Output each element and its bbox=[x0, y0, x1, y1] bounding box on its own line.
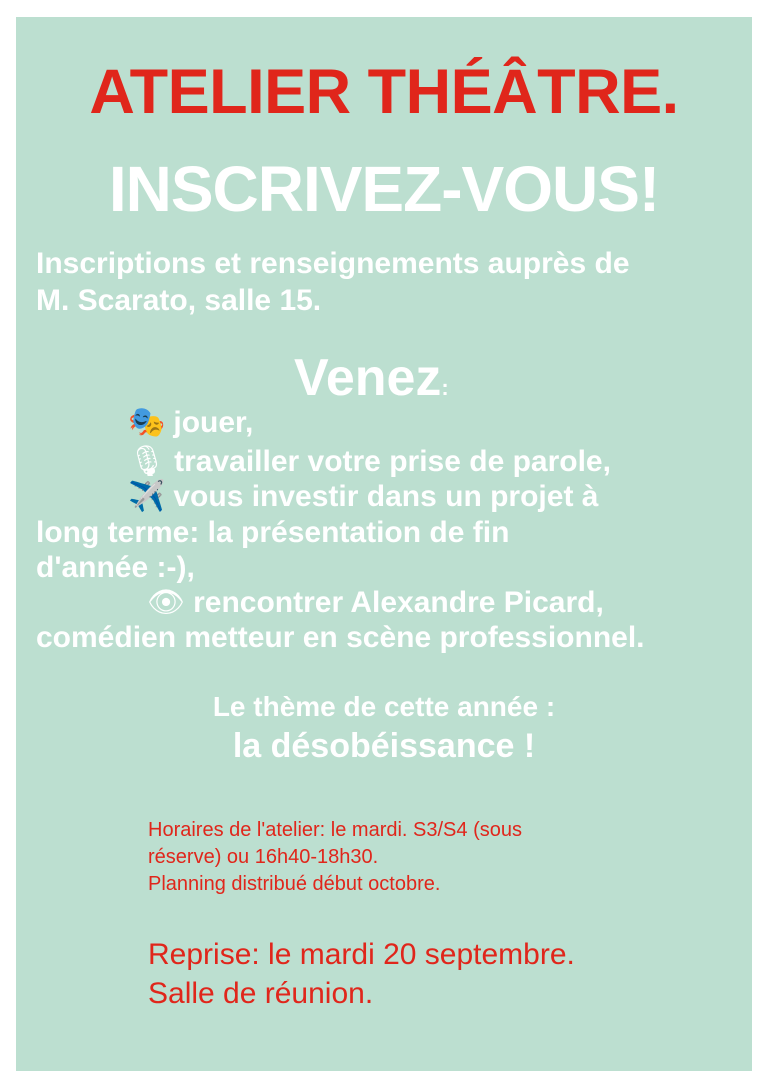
poster bbox=[16, 17, 752, 1071]
item-jouer-text: jouer, bbox=[173, 406, 254, 439]
reprise-line-2: Salle de réunion. bbox=[148, 977, 374, 1010]
eye-icon: 👁 bbox=[147, 586, 186, 619]
venez-heading bbox=[294, 347, 449, 419]
item-rencontre-line-2: comédien metteur en scène professionnel. bbox=[36, 621, 645, 654]
intro-line-2: M. Scarato, salle 15. bbox=[36, 284, 322, 317]
item-projet-line-3: d'année :-), bbox=[36, 551, 195, 584]
schedule-line-1: Horaires de l'atelier: le mardi. S3/S4 (sous bbox=[148, 819, 522, 841]
reprise-line-1: Reprise: le mardi 20 septembre. bbox=[148, 938, 575, 971]
schedule-line-2: réserve) ou 16h40-18h30. bbox=[148, 846, 379, 868]
poster-subtitle: INSCRIVEZ-VOUS! bbox=[108, 153, 660, 225]
theater-masks-icon: 🎭 bbox=[128, 406, 166, 439]
reprise-info bbox=[148, 935, 575, 1013]
item-projet-text: vous investir dans un projet à bbox=[173, 480, 599, 513]
item-projet-line-2: long terme: la présentation de fin bbox=[36, 516, 510, 549]
item-parole-text: travailler votre prise de parole, bbox=[174, 445, 611, 478]
item-parole bbox=[128, 444, 611, 480]
item-rencontre-text: rencontrer Alexandre Picard, bbox=[193, 586, 604, 619]
item-jouer bbox=[128, 405, 253, 441]
microphone-icon: 🎙 bbox=[128, 445, 167, 478]
intro-text bbox=[36, 245, 736, 319]
schedule-line-3: Planning distribué début octobre. bbox=[148, 873, 441, 895]
item-rencontre bbox=[147, 585, 604, 621]
schedule-info bbox=[148, 817, 522, 898]
airplane-icon: ✈️ bbox=[128, 480, 166, 513]
intro-line-1: Inscriptions et renseignements auprès de bbox=[36, 247, 630, 280]
theme-label: Le thème de cette année : bbox=[212, 691, 556, 722]
item-projet bbox=[128, 479, 598, 515]
theme-value: la désobéissance ! bbox=[232, 727, 536, 765]
venez-word: Venez bbox=[294, 349, 442, 407]
venez-colon: : bbox=[441, 375, 449, 400]
poster-title: ATELIER THÉÂTRE. bbox=[89, 57, 679, 127]
